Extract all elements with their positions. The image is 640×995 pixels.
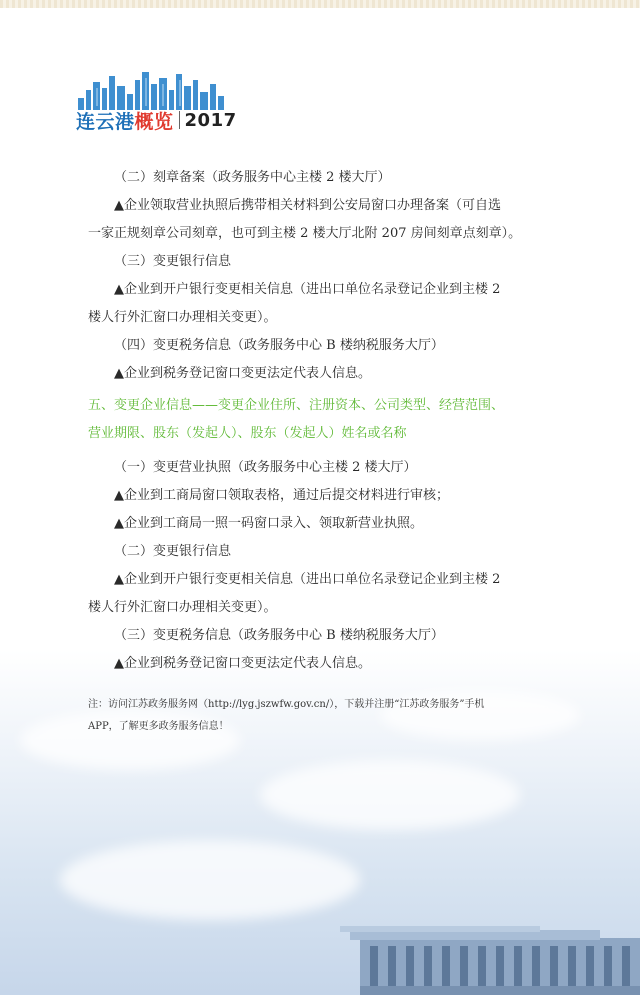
bullet-item: ▲企业领取营业执照后携带相关材料到公安局窗口办理备案（可自选 bbox=[114, 198, 501, 213]
brand-highlight: 概览 bbox=[134, 110, 174, 133]
brand-year: 2017 bbox=[184, 109, 237, 131]
subsection-title: （四）变更税务信息（政务服务中心 B 楼纳税服务大厅） bbox=[114, 338, 444, 353]
bullet-item: ▲企业到税务登记窗口变更法定代表人信息。 bbox=[114, 366, 371, 381]
footnote bbox=[88, 694, 588, 738]
document-body bbox=[88, 164, 583, 678]
brand-title bbox=[76, 108, 237, 132]
government-building-illustration bbox=[340, 920, 640, 995]
brand-name: 连云港 bbox=[76, 110, 135, 133]
subsection-title: （二）变更银行信息 bbox=[114, 544, 232, 559]
footnote-line: APP，了解更多政务服务信息！ bbox=[88, 721, 229, 732]
subsection-title: （二）刻章备案（政务服务中心主楼 2 楼大厅） bbox=[114, 170, 391, 185]
bullet-continuation: 楼人行外汇窗口办理相关变更）。 bbox=[88, 310, 277, 325]
subsection-title: （一）变更营业执照（政务服务中心主楼 2 楼大厅） bbox=[114, 460, 417, 475]
section-heading-continued: 营业期限、股东（发起人）、股东（发起人）姓名或名称 bbox=[88, 426, 407, 441]
brand-divider bbox=[179, 111, 180, 129]
bullet-item: ▲企业到税务登记窗口变更法定代表人信息。 bbox=[114, 656, 371, 671]
bullet-continuation: 楼人行外汇窗口办理相关变更）。 bbox=[88, 600, 277, 615]
skyline-logo-icon bbox=[76, 68, 226, 110]
bullet-item: ▲企业到开户银行变更相关信息（进出口单位名录登记企业到主楼 2 bbox=[114, 572, 501, 587]
subsection-title: （三）变更银行信息 bbox=[114, 254, 232, 269]
bullet-item: ▲企业到开户银行变更相关信息（进出口单位名录登记企业到主楼 2 bbox=[114, 282, 501, 297]
section-heading: 五、变更企业信息——变更企业住所、注册资本、公司类型、经营范围、 bbox=[88, 398, 505, 413]
brand-header bbox=[76, 68, 236, 132]
top-decorative-band bbox=[0, 0, 640, 8]
bullet-item: ▲企业到工商局一照一码窗口录入、领取新营业执照。 bbox=[114, 516, 423, 531]
footnote-line: 注：访问江苏政务服务网（http://lyg.jszwfw.gov.cn/），下载并注册“江苏政务服务”手机 bbox=[88, 699, 485, 710]
subsection-title: （三）变更税务信息（政务服务中心 B 楼纳税服务大厅） bbox=[114, 628, 444, 643]
bullet-continuation: 一家正规刻章公司刻章，也可到主楼 2 楼大厅北附 207 房间刻章点刻章）。 bbox=[88, 226, 522, 241]
bullet-item: ▲企业到工商局窗口领取表格，通过后提交材料进行审核； bbox=[114, 488, 449, 503]
